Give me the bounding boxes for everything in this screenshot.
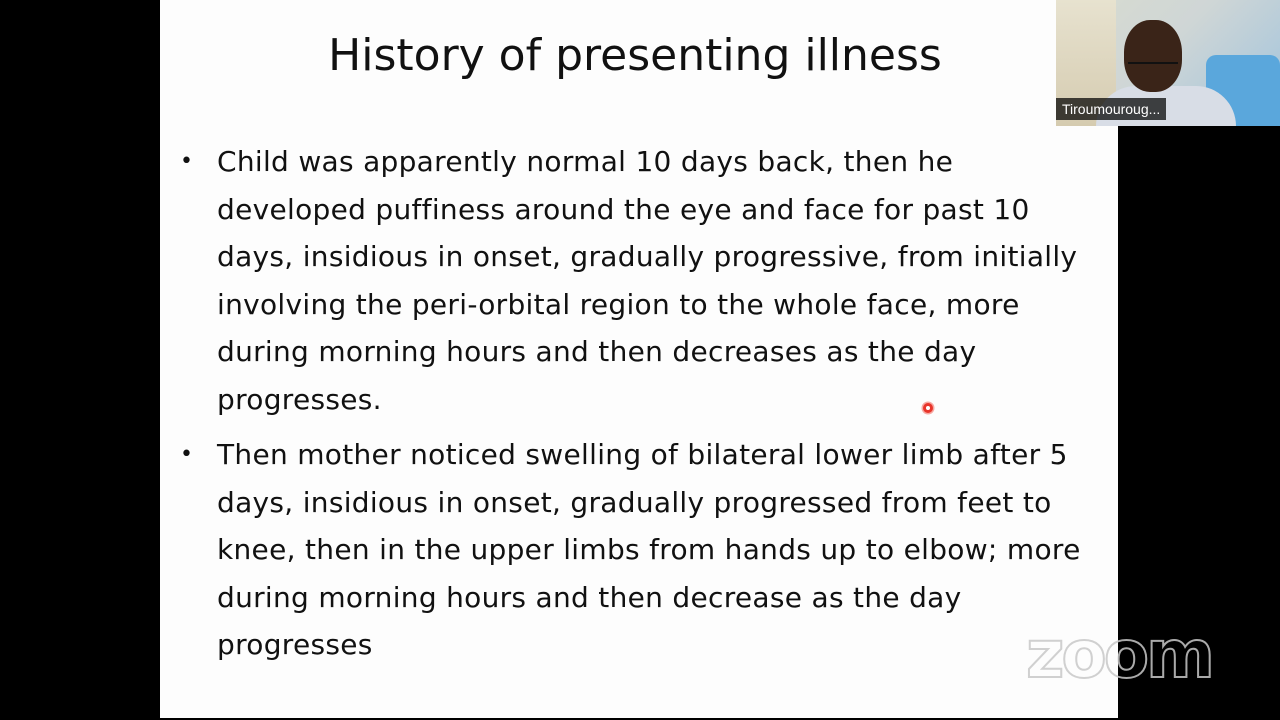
- laser-pointer-icon: [923, 403, 933, 413]
- bullet-list: [180, 138, 1100, 677]
- bullet-text: Then mother noticed swelling of bilateral lower limb after 5 days, insidious in onset, gradually progressed from feet to knee, then in the upper limbs from hands up to elbow; more during morning hours and then decrease as the day progresses: [217, 438, 1081, 661]
- bullet-item: [180, 431, 1100, 669]
- participant-head: [1124, 20, 1182, 92]
- bullet-dot-icon: •: [180, 442, 194, 467]
- slide-title: History of presenting illness: [328, 30, 942, 81]
- participant-video-tile[interactable]: [1056, 0, 1280, 126]
- bullet-dot-icon: •: [180, 149, 194, 174]
- shared-slide: [160, 0, 1118, 718]
- bullet-item: [180, 138, 1100, 423]
- participant-glasses: [1128, 62, 1178, 72]
- bullet-text: Child was apparently normal 10 days back, then he developed puffiness around the eye and face for past 10 days, insidious in onset, gradually progressive, from initially involving the peri-orbital region to the whole face, more during morning hours and then decreases as the day progresses.: [217, 145, 1078, 416]
- zoom-logo-watermark: zoom: [1026, 616, 1212, 693]
- participant-name-label: Tiroumouroug...: [1056, 98, 1166, 120]
